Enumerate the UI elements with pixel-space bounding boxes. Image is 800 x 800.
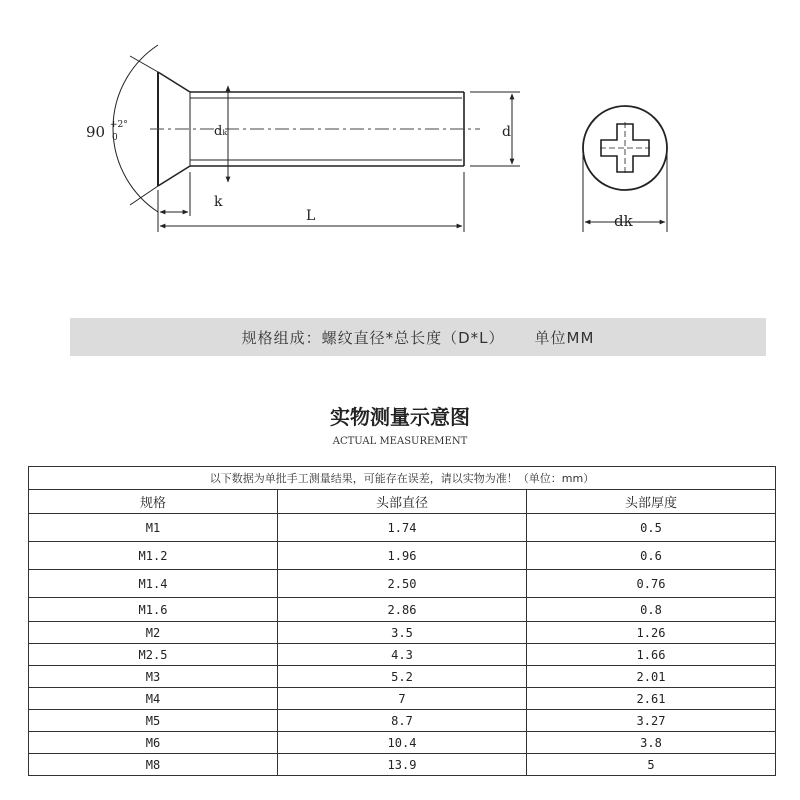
section-subtitle: ACTUAL MEASUREMENT bbox=[332, 436, 468, 447]
cell-head-thickness: 5 bbox=[527, 754, 776, 776]
d-label: d bbox=[502, 124, 511, 140]
cell-spec: M3 bbox=[29, 666, 278, 688]
L-label: L bbox=[306, 208, 316, 224]
table-row bbox=[29, 644, 776, 666]
cell-spec: M1.4 bbox=[29, 570, 278, 598]
table-row bbox=[29, 688, 776, 710]
angle-tol-upper: +2° bbox=[110, 120, 128, 130]
table-note-row bbox=[29, 467, 776, 490]
table-header-row bbox=[29, 490, 776, 514]
cell-head-thickness: 1.26 bbox=[527, 622, 776, 644]
table-row bbox=[29, 754, 776, 776]
screw-drawing bbox=[0, 0, 800, 300]
k-label: k bbox=[214, 194, 223, 210]
cell-spec: M4 bbox=[29, 688, 278, 710]
cell-head-diameter: 1.96 bbox=[278, 542, 527, 570]
cell-head-diameter: 4.3 bbox=[278, 644, 527, 666]
angle-label: 90 bbox=[86, 123, 106, 141]
cell-head-thickness: 3.27 bbox=[527, 710, 776, 732]
cell-spec: M6 bbox=[29, 732, 278, 754]
table-row bbox=[29, 598, 776, 622]
cell-head-diameter: 10.4 bbox=[278, 732, 527, 754]
dk-side-label: dₖ bbox=[214, 124, 228, 139]
table-note: 以下数据为单批手工测量结果，可能存在误差，请以实物为准！（单位：mm） bbox=[29, 467, 776, 490]
section-title: 实物测量示意图 bbox=[330, 405, 470, 429]
table-row bbox=[29, 622, 776, 644]
cell-spec: M8 bbox=[29, 754, 278, 776]
cell-spec: M1 bbox=[29, 514, 278, 542]
cell-head-diameter: 7 bbox=[278, 688, 527, 710]
cell-head-diameter: 5.2 bbox=[278, 666, 527, 688]
cell-head-thickness: 2.61 bbox=[527, 688, 776, 710]
cell-head-thickness: 0.5 bbox=[527, 514, 776, 542]
cell-head-thickness: 0.6 bbox=[527, 542, 776, 570]
measurement-table bbox=[28, 466, 776, 776]
cell-head-thickness: 3.8 bbox=[527, 732, 776, 754]
cell-head-diameter: 8.7 bbox=[278, 710, 527, 732]
header-spec: 规格 bbox=[29, 490, 278, 514]
cell-spec: M2 bbox=[29, 622, 278, 644]
cell-head-thickness: 0.76 bbox=[527, 570, 776, 598]
table-row bbox=[29, 570, 776, 598]
header-head-diameter: 头部直径 bbox=[278, 490, 527, 514]
angle-tol-lower: 0 bbox=[112, 133, 118, 143]
cell-head-thickness: 2.01 bbox=[527, 666, 776, 688]
cell-spec: M5 bbox=[29, 710, 278, 732]
cell-head-diameter: 2.50 bbox=[278, 570, 527, 598]
cell-head-diameter: 2.86 bbox=[278, 598, 527, 622]
cell-spec: M1.2 bbox=[29, 542, 278, 570]
header-head-thickness: 头部厚度 bbox=[527, 490, 776, 514]
spec-text: 规格组成：螺纹直径*总长度（D*L） bbox=[241, 328, 505, 347]
spec-banner bbox=[70, 318, 766, 356]
table-row bbox=[29, 666, 776, 688]
cell-head-diameter: 13.9 bbox=[278, 754, 527, 776]
cell-head-diameter: 3.5 bbox=[278, 622, 527, 644]
cell-spec: M1.6 bbox=[29, 598, 278, 622]
unit-text: 单位MM bbox=[534, 328, 595, 347]
table-row bbox=[29, 710, 776, 732]
cell-head-thickness: 1.66 bbox=[527, 644, 776, 666]
table-row bbox=[29, 514, 776, 542]
dk-label: dk bbox=[614, 212, 633, 230]
table-row bbox=[29, 732, 776, 754]
table-row bbox=[29, 542, 776, 570]
cell-spec: M2.5 bbox=[29, 644, 278, 666]
cell-head-diameter: 1.74 bbox=[278, 514, 527, 542]
cell-head-thickness: 0.8 bbox=[527, 598, 776, 622]
